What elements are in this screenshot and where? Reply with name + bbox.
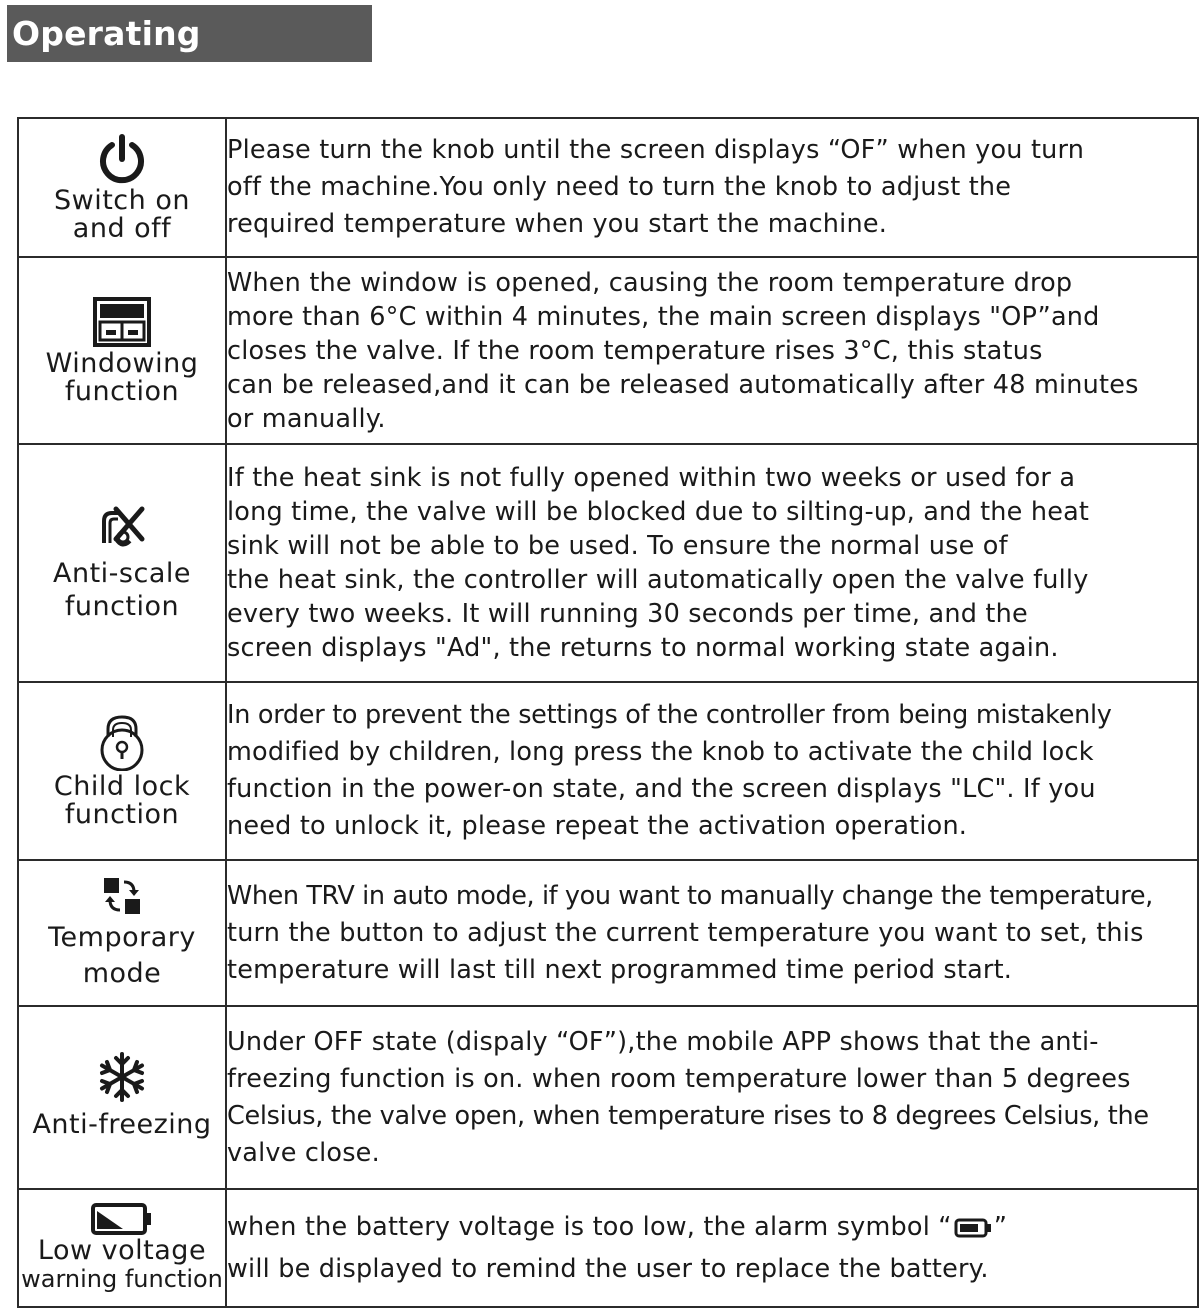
row-label-line: Anti-scale (53, 558, 191, 589)
description-line: In order to prevent the settings of the controller from being mistakenly (227, 700, 1112, 730)
description-line: every two weeks. It will running 30 seconds per time, and the (227, 599, 1028, 629)
description-line: sink will not be able to be used. To ensure the normal use of (227, 531, 1008, 561)
description-line: required temperature when you start the machine. (227, 209, 888, 239)
row-description-cell (226, 444, 1198, 682)
description-line: Under OFF state (dispaly “OF”),the mobile APP shows that the anti- (227, 1026, 1099, 1057)
child-lock-icon (96, 713, 148, 771)
description-line: function in the power-on state, and the screen displays "LC". If you (227, 774, 1096, 804)
table-row (18, 1006, 1198, 1189)
row-label-cell (18, 444, 226, 682)
description-line: valve close. (227, 1137, 380, 1168)
row-description-cell (226, 682, 1198, 860)
anti-scale-icon (96, 503, 148, 555)
row-description-cell (226, 118, 1198, 257)
description-line: When TRV in auto mode, if you want to manually change the temperature, (227, 880, 1153, 911)
description-line: freezing function is on. when room temperature lower than 5 degrees (227, 1063, 1131, 1094)
row-description-cell (226, 1189, 1198, 1307)
row-label-line: and off (72, 212, 172, 244)
row-label-line: warning function (21, 1265, 223, 1293)
row-label-cell (18, 118, 226, 257)
power-icon (96, 133, 148, 185)
row-label-line: Anti-freezing (32, 1108, 212, 1140)
description-line: If the heat sink is not fully opened within two weeks or used for a (227, 463, 1076, 493)
description-line: closes the valve. If the room temperature rises 3°C, this status (227, 335, 1043, 366)
row-label-line: Temporary (48, 922, 196, 953)
table-row (18, 1189, 1198, 1307)
row-label-line: Windowing (45, 347, 199, 379)
description-line: When the window is opened, causing the room temperature drop (227, 267, 1073, 298)
table-row (18, 860, 1198, 1006)
description-line: Celsius, the valve open, when temperature rises to 8 degrees Celsius, the (227, 1100, 1149, 1131)
description-line: off the machine.You only need to turn the knob to adjust the (227, 172, 1012, 202)
description-line: will be displayed to remind the user to replace the battery. (227, 1254, 989, 1284)
row-label-cell (18, 1006, 226, 1189)
low-battery-inline-icon (954, 1218, 992, 1238)
description-line: turn the button to adjust the current temperature you want to set, this (227, 917, 1144, 948)
table-row (18, 444, 1198, 682)
description-line: or manually. (227, 403, 386, 434)
description-line: temperature will last till next programmed time period start. (227, 954, 1013, 985)
row-label-line: mode (82, 958, 162, 989)
table-row (18, 257, 1198, 444)
row-description-cell (226, 860, 1198, 1006)
description-line (227, 1206, 1197, 1248)
instruction-table (17, 117, 1199, 1308)
row-label-line: function (64, 591, 180, 622)
low-battery-icon (91, 1203, 153, 1235)
description-line: Please turn the knob until the screen displays “OF” when you turn (227, 135, 1085, 165)
temporary-mode-icon (100, 874, 144, 918)
page-title: Operating instruction (7, 5, 372, 62)
row-label-line: function (64, 799, 180, 830)
row-label-cell (18, 257, 226, 444)
description-line: need to unlock it, please repeat the activation operation. (227, 811, 968, 841)
description-text: when the battery voltage is too low, the alarm symbol “ (227, 1212, 952, 1242)
table-row (18, 682, 1198, 860)
row-label-line: Child lock (53, 771, 191, 802)
description-line: can be released,and it can be released automatically after 48 minutes (227, 369, 1139, 400)
table-row (18, 118, 1198, 257)
description-line: modified by children, long press the knob to activate the child lock (227, 737, 1094, 767)
row-label-line: Switch on (54, 184, 190, 216)
row-label-cell (18, 682, 226, 860)
description-line: screen displays "Ad", the returns to normal working state again. (227, 633, 1059, 663)
description-line: more than 6°C within 4 minutes, the main screen displays "OP”and (227, 301, 1100, 332)
row-label-line: Low voltage (37, 1235, 207, 1266)
row-label-cell (18, 1189, 226, 1307)
row-label-cell (18, 860, 226, 1006)
description-text: ” (993, 1212, 1008, 1242)
row-description-cell (226, 1006, 1198, 1189)
description-line: the heat sink, the controller will automatically open the valve fully (227, 565, 1089, 595)
snowflake-icon (96, 1051, 148, 1103)
row-label-line: function (64, 375, 180, 407)
window-icon (92, 296, 152, 348)
row-description-cell (226, 257, 1198, 444)
description-line: long time, the valve will be blocked due to silting-up, and the heat (227, 497, 1090, 527)
